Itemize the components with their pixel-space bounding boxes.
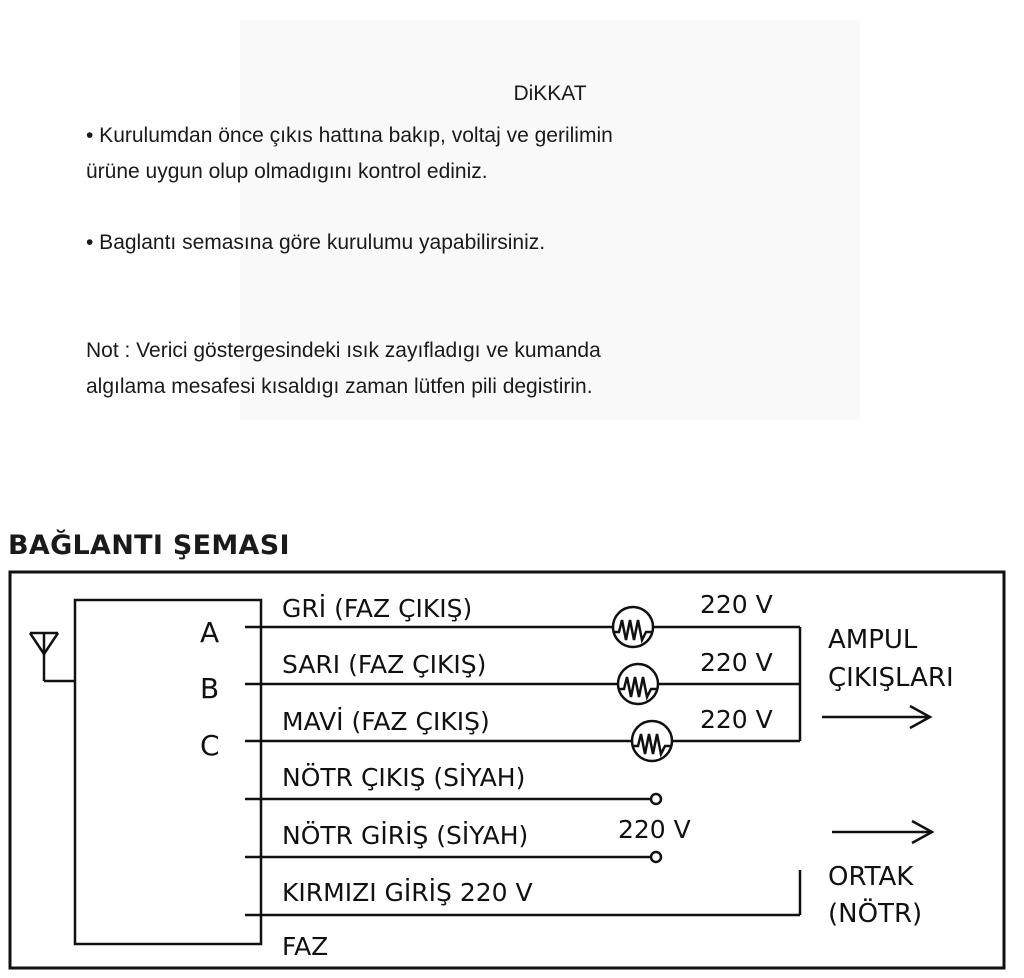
wire-label-gri: GRİ (FAZ ÇIKIŞ) — [282, 594, 473, 623]
notice-line: ürüne uygun olup olmadıgını kontrol ediniz. — [86, 160, 488, 183]
ortak-label: ORTAK — [828, 862, 914, 892]
arrow-right-icon — [822, 706, 930, 728]
wire-label-sari: SARI (FAZ ÇIKIŞ) — [282, 650, 487, 679]
voltage-mavi: 220 V — [700, 705, 773, 734]
ampul-label: AMPUL — [828, 625, 918, 655]
antenna-icon — [30, 633, 75, 681]
terminal-notr-giris — [651, 852, 661, 862]
receiver-box — [75, 600, 261, 944]
notice-line: algılama mesafesi kısaldıgı zaman lütfen pili degistirin. — [86, 375, 593, 398]
notice-line: Not : Verici göstergesindeki ısık zayıfladıgı ve kumanda — [86, 339, 601, 362]
terminal-b: B — [200, 672, 220, 705]
diagram-heading: BAĞLANTI ŞEMASI — [8, 530, 290, 561]
notice-title: DiKKAT — [513, 82, 587, 105]
arrow-right-icon — [832, 821, 932, 843]
wire-label-notr-giris: NÖTR GİRİŞ (SİYAH) — [282, 821, 529, 850]
wire-label-notr-cikis: NÖTR ÇIKIŞ (SİYAH) — [282, 763, 526, 792]
terminal-a: A — [200, 616, 220, 649]
terminal-c: C — [200, 729, 220, 762]
voltage-gri: 220 V — [700, 590, 773, 619]
ortak-label-2: (NÖTR) — [828, 899, 923, 929]
lamp-1-icon — [613, 607, 653, 647]
terminal-notr-cikis — [651, 794, 661, 804]
voltage-sari: 220 V — [700, 648, 773, 677]
voltage-notr-giris: 220 V — [618, 815, 691, 844]
lamp-3-icon — [632, 721, 672, 761]
ampul-label-2: ÇIKIŞLARI — [828, 663, 954, 693]
lamp-2-icon — [618, 664, 658, 704]
notice-line: • Baglantı semasına göre kurulumu yapabilirsiniz. — [86, 231, 546, 254]
wire-label-mavi: MAVİ (FAZ ÇIKIŞ) — [282, 707, 490, 736]
wire-label-faz: FAZ — [282, 932, 329, 961]
wire-label-kirmizi: KIRMIZI GİRİŞ 220 V — [282, 878, 533, 907]
notice-line: • Kurulumdan önce çıkıs hattına bakıp, voltaj ve gerilimin — [86, 124, 613, 147]
